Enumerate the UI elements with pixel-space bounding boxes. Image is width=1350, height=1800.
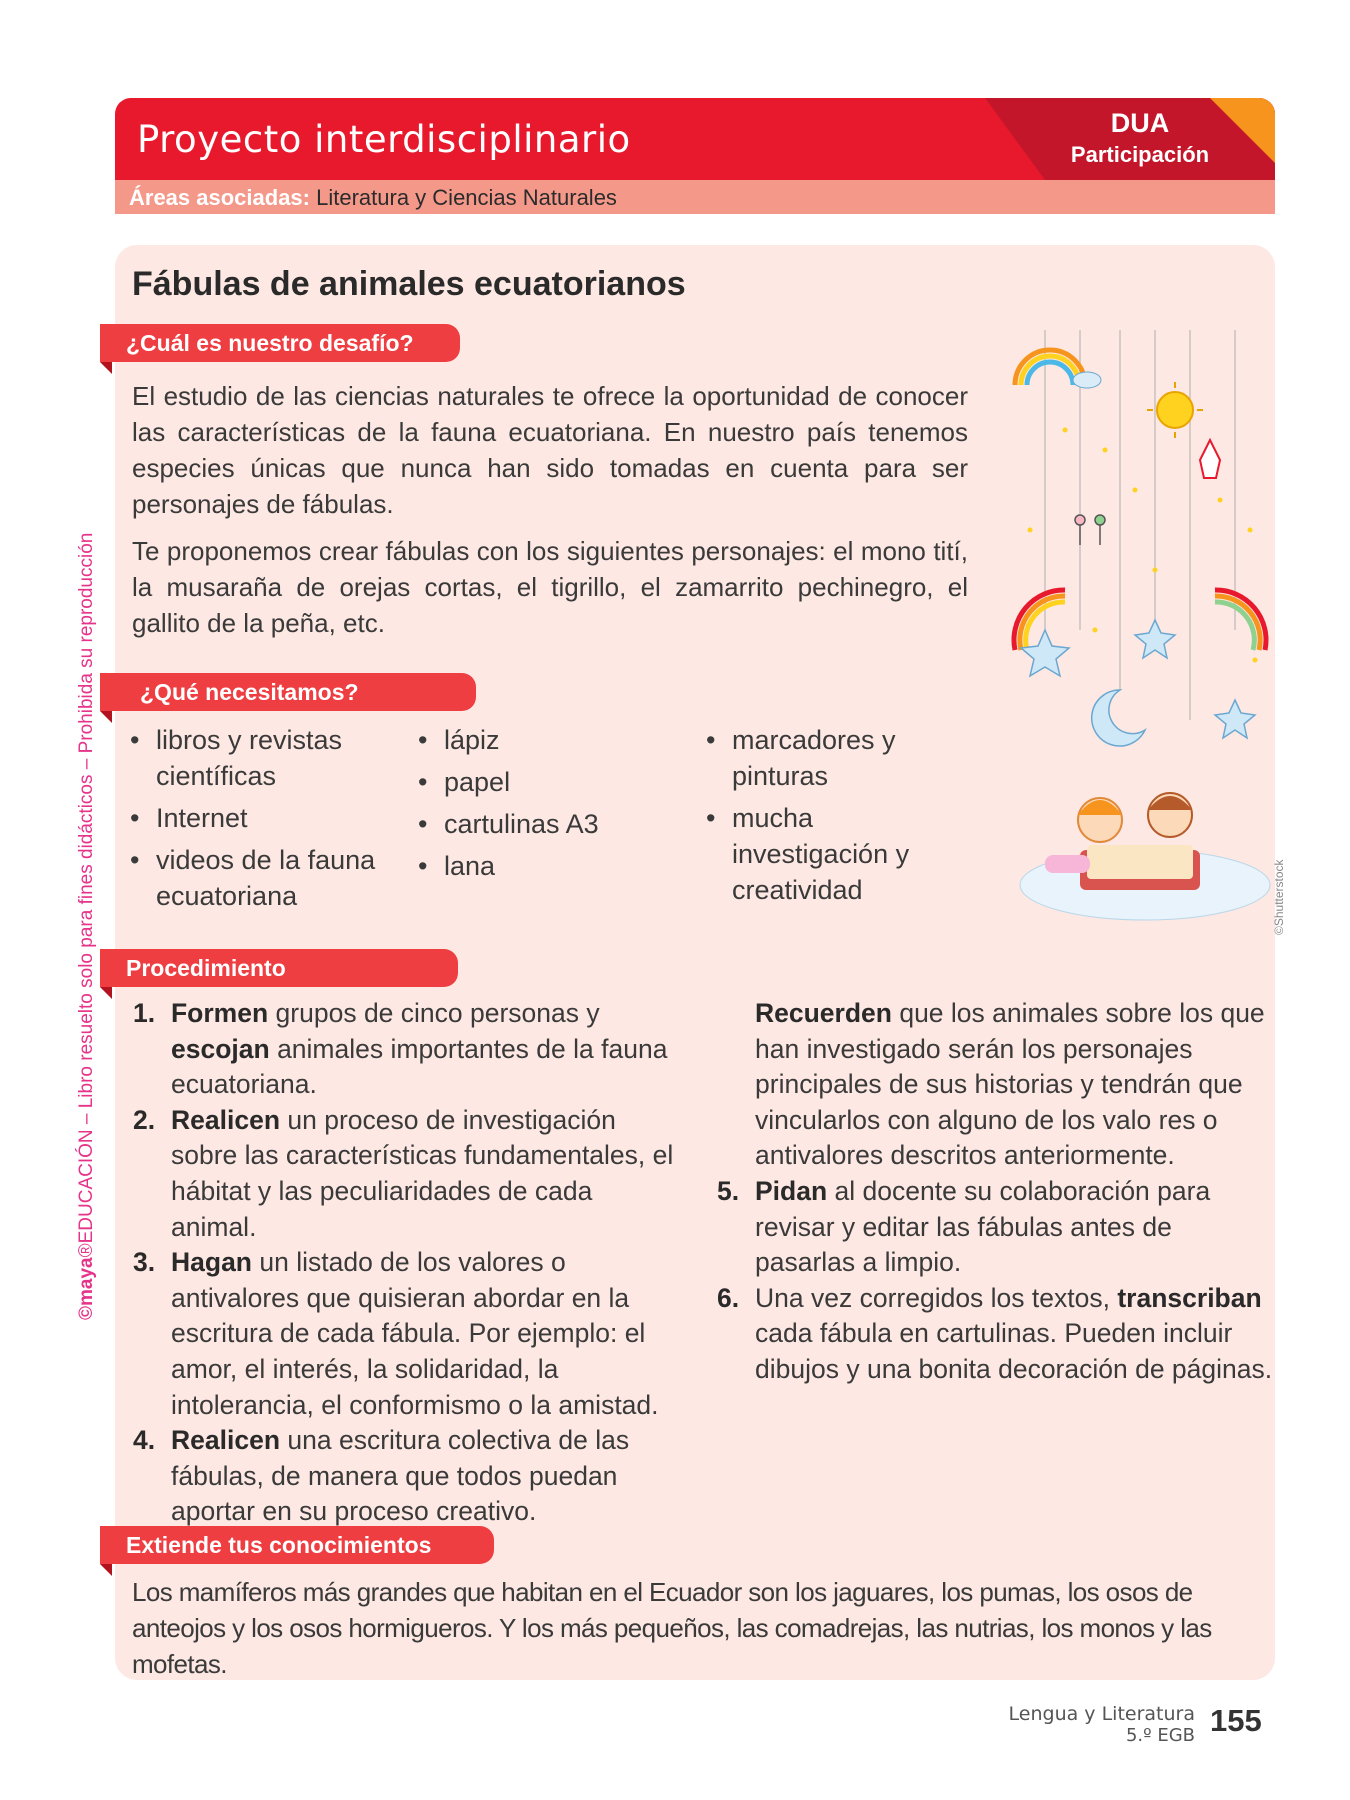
footer-subject: Lengua y Literatura xyxy=(1008,1703,1195,1725)
step-verb: escojan xyxy=(171,1033,270,1064)
material-item: • mucha investigación y creatividad xyxy=(706,800,946,908)
page-number: 155 xyxy=(1210,1703,1262,1738)
step-verb: Hagan xyxy=(171,1247,252,1278)
step-verb: transcriban xyxy=(1117,1282,1262,1313)
procedure-steps-right xyxy=(717,1174,1277,1388)
procedure-step xyxy=(133,1245,678,1423)
copyright-text: ®EDUCACIÓN – Libro resuelto solo para fines didácticos – Prohibida su reproducción xyxy=(76,532,97,1258)
materials-list-2 xyxy=(418,722,648,890)
material-item: • lápiz xyxy=(418,722,648,758)
challenge-paragraph-2: Te proponemos crear fábulas con los siguientes personajes: el mono tití, la musaraña de orejas cortas, el tigrillo, el zamarrito pechinegro, el gallito de la peña, etc. xyxy=(132,536,968,638)
image-credit: ©Shutterstock xyxy=(1272,859,1286,935)
material-item: • videos de la fauna ecuatoriana xyxy=(130,842,395,914)
material-item: • cartulinas A3 xyxy=(418,806,648,842)
step-verb: Formen xyxy=(171,998,269,1028)
procedure-step xyxy=(717,1281,1277,1388)
areas-label: Áreas asociadas: xyxy=(129,185,310,210)
step-verb: Recuerden xyxy=(755,998,892,1028)
children-reading-illustration xyxy=(1005,330,1275,950)
step-text: un proceso de investigación sobre las características fundamentales, el hábitat y las peculiaridades de cada animal. xyxy=(171,1104,674,1242)
procedure-steps-left xyxy=(133,996,678,1530)
step-verb: Realicen xyxy=(171,1425,281,1456)
step-verb: Realicen xyxy=(171,1104,281,1135)
procedure-step xyxy=(133,1103,678,1245)
material-item: • libros y revistas científicas xyxy=(130,722,395,794)
step-text: una escritura colectiva de las fábulas, de manera que todos puedan aportar en su proceso creativo. xyxy=(171,1425,630,1527)
challenge-paragraph-1: El estudio de las ciencias naturales te ofrece la oportunidad de conocer las características de la fauna ecuatoriana. En nuestro país tenemos especies únicas que nunca han sido tomadas en cuenta para ser personajes de fábulas. xyxy=(132,381,968,519)
step-number: 1. xyxy=(133,998,156,1028)
needs-heading: ¿Qué necesitamos? xyxy=(100,673,476,711)
step-verb: Pidan xyxy=(755,1176,828,1206)
step-text: animales importantes de la fauna ecuatoriana. xyxy=(171,1033,668,1100)
material-item: • lana xyxy=(418,848,648,884)
materials-list-3 xyxy=(706,722,946,914)
extend-heading: Extiende tus conocimientos xyxy=(100,1526,494,1564)
step-number: 4. xyxy=(133,1425,156,1456)
challenge-heading: ¿Cuál es nuestro desafío? xyxy=(100,324,460,362)
copyright-notice xyxy=(76,533,98,1320)
footer-grade: 5.º EGB xyxy=(1125,1725,1195,1746)
step-number: 2. xyxy=(133,1104,156,1135)
project-header xyxy=(115,98,1275,180)
step-text: cada fábula en cartulinas. Pueden incluir dibujos y una bonita decoración de páginas. xyxy=(755,1318,1273,1384)
step-text: un listado de los valores o antivalores que quisieran abordar en la escritura de cada fábula. Por ejemplo: el amor, el interés, la solidaridad, la intolerancia, el conformismo o la amistad. xyxy=(171,1247,659,1420)
dua-participation: Participación xyxy=(1070,142,1210,167)
step-text: Una vez corregidos los textos, xyxy=(755,1282,1118,1313)
procedure-note xyxy=(755,996,1275,1174)
project-title: Proyecto interdisciplinario xyxy=(137,118,631,161)
procedure-heading: Procedimiento xyxy=(100,949,458,987)
extend-text: Los mamíferos más grandes que habitan en el Ecuador son los jaguares, los pumas, los osos de anteojos y los osos hormigueros. Y los más pequeños, las comadrejas, las nutrias, los monos y las mofetas. xyxy=(132,1577,1212,1679)
dua-label: DUA xyxy=(1110,108,1170,138)
step-number: 6. xyxy=(717,1282,740,1313)
step-text: que los animales sobre los que han investigado serán los personajes principales de sus historias y tendrán que vincularlos con alguno de los valo res o antivalores descritos anteriormente. xyxy=(755,998,1265,1171)
areas-value: Literatura y Ciencias Naturales xyxy=(316,185,617,210)
brand-maya: ©maya xyxy=(76,1257,97,1320)
material-item: • Internet xyxy=(130,800,395,836)
dua-badge xyxy=(915,98,1275,180)
associated-areas-bar xyxy=(115,180,1275,214)
step-number: 5. xyxy=(717,1176,740,1206)
procedure-step xyxy=(133,996,678,1103)
step-number: 3. xyxy=(133,1247,156,1278)
procedure-step xyxy=(133,1423,678,1530)
page-title: Fábulas de animales ecuatorianos xyxy=(132,265,686,303)
materials-list-1 xyxy=(130,722,395,920)
material-item: • papel xyxy=(418,764,648,800)
step-text: al docente su colaboración para revisar y editar las fábulas antes de pasarlas a limpio. xyxy=(755,1176,1211,1278)
procedure-step xyxy=(717,1174,1277,1281)
step-text: grupos de cinco personas y xyxy=(268,998,600,1028)
material-item: • marcadores y pinturas xyxy=(706,722,946,794)
associated-areas xyxy=(129,185,617,211)
